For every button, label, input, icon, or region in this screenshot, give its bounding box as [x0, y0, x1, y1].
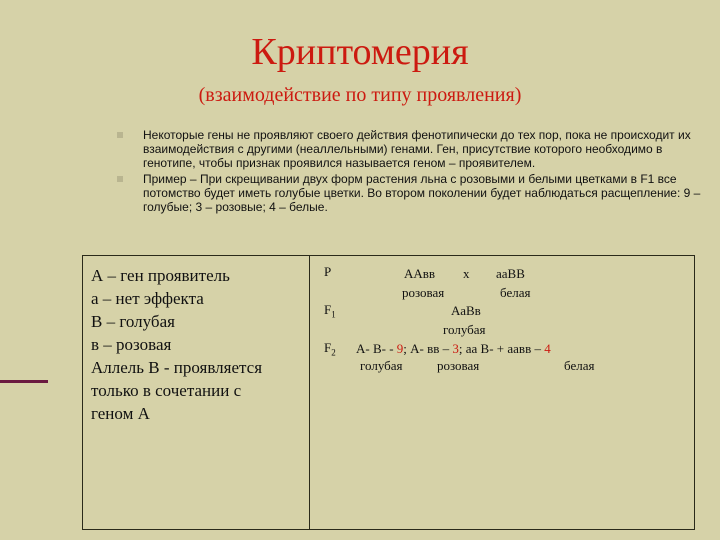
bullet-item [115, 128, 715, 170]
f2-subscript: 2 [331, 347, 336, 358]
f1-genotype: АаВв [451, 303, 481, 318]
gene-legend-box [82, 255, 310, 530]
slide-title: Криптомерия [251, 31, 469, 73]
bullet-item [115, 172, 715, 214]
f2-count-2: 3 [452, 341, 459, 356]
f1-letter: F [324, 302, 332, 317]
slide-subtitle: (взаимодействие по типу проявления) [198, 84, 522, 106]
p-phenotype-2: белая [500, 285, 531, 300]
f2-count-3: 4 [544, 341, 551, 356]
bullet-text: Некоторые гены не проявляют своего действия фенотипически до тех пор, пока не происходит их взаимодействия с другими (неаллельными) генами. Ген, присутствие которого необходимо в генотипе, чтобы признак проявился называется геном – проявителем. [143, 128, 691, 170]
f2-group-2: ; А- вв – [403, 341, 453, 356]
f1-subscript: 1 [331, 309, 336, 320]
legend-line: в – розовая [91, 335, 172, 354]
legend-line: геном А [91, 404, 150, 423]
legend-line: только в сочетании с [91, 381, 242, 400]
square-bullet-icon [117, 176, 123, 182]
f1-phenotype: голубая [443, 322, 486, 337]
square-bullet-icon [117, 132, 123, 138]
p-genotype-1: ААвв [404, 266, 436, 281]
p-cross-sign: х [463, 266, 470, 281]
f2-phenotype-3: белая [564, 358, 595, 373]
f2-phenotype-2: розовая [437, 358, 480, 373]
f2-count-1: 9 [396, 341, 404, 356]
decorative-line [0, 380, 48, 383]
legend-line: В – голубая [91, 312, 175, 331]
p-genotype-2: ааВВ [496, 266, 525, 281]
legend-line: а – нет эффекта [91, 289, 204, 308]
f2-label [324, 340, 336, 361]
f2-phenotype-1: голубая [360, 358, 403, 373]
f2-ratio-line [356, 341, 551, 357]
p-label: Р [324, 264, 332, 279]
legend-line: Аллель В - проявляется [91, 358, 263, 377]
f2-letter: F [324, 340, 332, 355]
f1-label [324, 302, 336, 323]
bullet-text: Пример – При скрещивании двух форм растения льна с розовыми и белыми цветками в F1 все потомство будет иметь голубые цветки. Во втором поколении будет наблюдаться расщепление: 9 – голубые; 3 – розовые; 4 – белые. [143, 172, 701, 214]
f2-group-1: А- В- - [356, 341, 397, 356]
cross-scheme-box [310, 255, 695, 530]
legend-line: А – ген проявитель [91, 266, 230, 285]
p-phenotype-1: розовая [402, 285, 445, 300]
bullet-list [115, 128, 715, 216]
f2-group-3: ; аа В- + аавв – [458, 341, 545, 356]
